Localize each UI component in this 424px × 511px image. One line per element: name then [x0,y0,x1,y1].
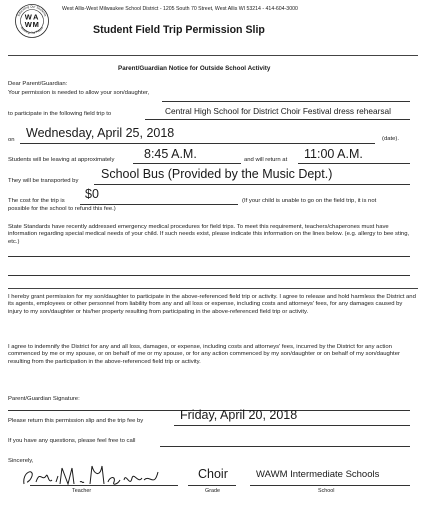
leave-time-line[interactable] [133,163,241,164]
logo-ring-bottom-text: Building Our Future [19,25,45,35]
student-name-line[interactable] [162,101,410,102]
trip-date-line[interactable] [20,143,375,144]
questions-label: If you have any questions, please feel free to call [8,438,136,444]
transport-line[interactable] [94,184,410,185]
return-time-value: 11:00 A.M. [304,147,363,161]
sincerely-text: Sincerely, [8,458,34,464]
logo-initial-3: W [24,20,32,29]
medical-line-2[interactable] [8,275,410,276]
grade-value: Choir [198,467,228,481]
permission-paragraph: I hereby grant permission for my son/daughter to participate in the above-referenced field trip or activity. I agree to release and hold harmless the District and its agents, employees or other personnel from liability from any and all loss or expense, including costs and attorneys' fees, for any damages caused by injury to my son/daughter or his/her property resulting from participating in the above-referenced field trip or activity. [8,294,416,315]
date-suffix: (date). [382,136,400,142]
grade-label: Grade [205,488,220,494]
return-slip-label: Please return this permission slip and the trip fee by [8,418,144,424]
greeting: Dear Parent/Guardian: [8,81,68,87]
cost-note: (If your child is unable to go on the field trip, it is not [242,198,377,204]
teacher-label: Teacher [72,488,92,494]
school-value: WAWM Intermediate Schools [256,469,380,480]
school-line [250,485,410,486]
questions-line[interactable] [160,446,410,447]
leaving-label: Students will be leaving at approximately [8,157,115,163]
logo-initial-4: M [32,20,39,29]
district-logo [14,2,50,42]
transport-value: School Bus (Provided by the Music Dept.) [101,167,333,181]
medical-line-1[interactable] [8,256,410,257]
header-divider [8,55,418,56]
indemnify-paragraph: I agree to indemnify the District for any and all loss, damages, or expense, including costs and attorneys' fees, incurred by the District for any action commenced by me or my spouse, or on behalf of me or my spouse, or for any action commenced by my son/daughter or on behalf of my son/daughter resulting from the participation in the above-referenced field trip or activity. [8,344,400,365]
teacher-line [30,485,178,486]
trip-date-value: Wednesday, April 25, 2018 [26,126,175,140]
grade-line [188,485,236,486]
return-label: and will return at [244,157,288,163]
logo-initial-1: W [24,12,32,22]
date-label: on [8,137,15,143]
transport-label: They will be transported by [8,178,79,184]
page-subtitle: Parent/Guardian Notice for Outside School Activity [118,65,271,72]
cost-label: The cost for the trip is [8,198,65,204]
return-time-line[interactable] [298,163,410,164]
destination-value: Central High School for District Choir Festival dress rehearsal [165,106,391,116]
cost-value: $0 [85,187,99,201]
school-label: School [318,488,335,494]
leave-time-value: 8:45 A.M. [144,147,197,161]
return-slip-line[interactable] [174,425,410,426]
destination-label: to participate in the following field trip to [8,111,112,117]
logo-initial-2: A [32,12,39,22]
section-divider [8,288,418,289]
parent-signature-label: Parent/Guardian Signature: [8,396,80,402]
cost-note-continued: possible for the school to refund this fee.) [8,206,116,212]
cost-line[interactable] [80,204,238,205]
destination-line[interactable] [145,119,410,120]
return-slip-date: Friday, April 20, 2018 [180,408,298,422]
intro-text: Your permission is needed to allow your son/daughter, [8,90,150,96]
page-title: Student Field Trip Permission Slip [93,24,265,36]
district-address: West Allis-West Milwaukee School District - 1205 South 70 Street, West Allis WI 53214 - 414-604-3000 [62,6,298,12]
logo-ring-top-text: Educating Our Students [16,4,48,17]
medical-paragraph: State Standards have recently addressed emergency medical procedures for field trips. To meet this requirement, teachers/chaperones must have information regarding special medical needs of your child. If such needs exist, please indicate this information on the lines below. (e.g. allergy to bee sting, etc.) [8,224,410,245]
